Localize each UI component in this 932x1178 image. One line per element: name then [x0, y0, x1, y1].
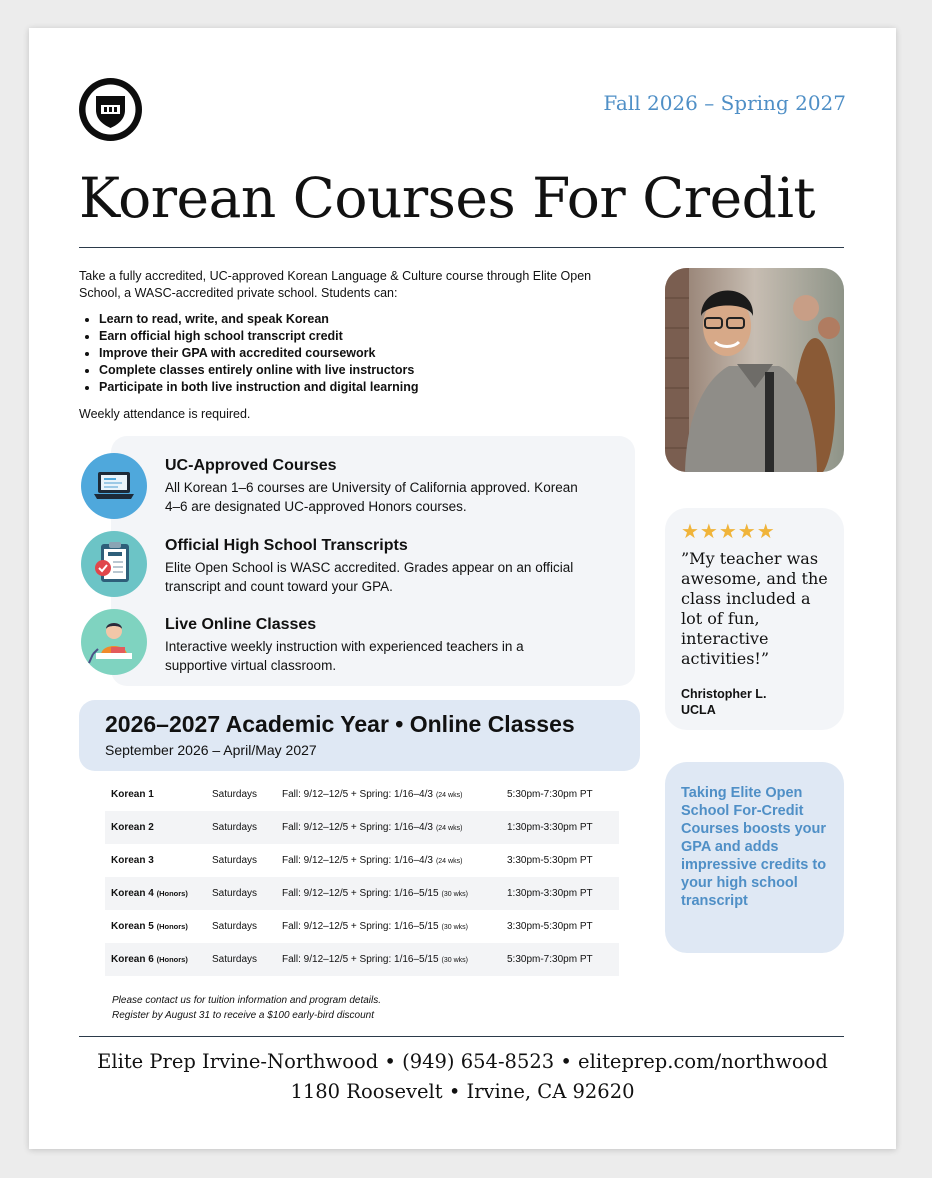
feature-title: Live Online Classes: [165, 616, 317, 633]
dates-cell: Fall: 9/12–12/5 + Spring: 1/16–4/3 (24 wks): [282, 789, 463, 800]
divider: [79, 247, 844, 248]
feature-text: Elite Open School is WASC accredited. Grades appear on an official transcript and count toward your GPA.: [165, 560, 574, 594]
schedule-subtitle: September 2026 – April/May 2027: [105, 742, 317, 758]
dates-cell: Fall: 9/12–12/5 + Spring: 1/16–5/15 (30 wks): [282, 921, 468, 932]
day-cell: Saturdays: [212, 943, 282, 976]
footer-contact: Elite Prep Irvine-Northwood • (949) 654-8523 • eliteprep.com/northwood: [97, 1050, 828, 1073]
feature-text: Interactive weekly instruction with experienced teachers in a supportive virtual classroom.: [165, 639, 524, 673]
testimonial-quote: ”My teacher was awesome, and the class included a lot of fun, interactive activities!”: [681, 549, 828, 668]
benefits-list: [79, 311, 659, 396]
list-item: • Earn official high school transcript credit: [99, 328, 659, 345]
feature-title: Official High School Transcripts: [165, 537, 408, 554]
dates-cell: Fall: 9/12–12/5 + Spring: 1/16–5/15 (30 wks): [282, 877, 507, 910]
time-cell: 5:30pm-7:30pm PT: [507, 789, 593, 800]
day-cell: Saturdays: [212, 855, 258, 866]
table-row: [105, 877, 619, 910]
reviewer-name: Christopher L.: [681, 687, 767, 701]
flyer-page: [29, 28, 896, 1149]
course-cell: Korean 5 (Honors): [111, 921, 188, 932]
time-cell: 1:30pm-3:30pm PT: [507, 811, 619, 844]
course-cell: Korean 4 (Honors): [105, 877, 212, 910]
time-cell: 3:30pm-5:30pm PT: [507, 921, 593, 932]
reviewer-school: UCLA: [681, 703, 716, 717]
table-row: [105, 778, 619, 811]
list-item: • Complete classes entirely online with live instructors: [99, 362, 659, 379]
divider: [79, 1036, 844, 1037]
tuition-note: Please contact us for tuition information and program details.: [112, 995, 382, 1006]
list-item: • Participate in both live instruction and digital learning: [99, 379, 659, 396]
school-crest-icon: [79, 78, 142, 141]
online-student-icon: [81, 609, 147, 675]
time-cell: 3:30pm-5:30pm PT: [507, 855, 593, 866]
intro-text: Take a fully accredited, UC-approved Korean Language & Culture course through Elite Open School, a WASC-accredited private school. Students can:: [79, 269, 592, 300]
laptop-icon: [81, 453, 147, 519]
schedule-header: [79, 700, 640, 771]
schedule-title: 2026–2027 Academic Year • Online Classes: [105, 711, 575, 737]
star-rating-icon: ★★★★★: [681, 521, 776, 543]
page-title: Korean Courses For Credit: [79, 166, 816, 230]
table-row: [105, 811, 619, 844]
term-label: Fall 2026 – Spring 2027: [603, 91, 846, 115]
table-row: [105, 943, 619, 976]
promo-text: Taking Elite Open School For-Credit Courses boosts your GPA and adds impressive credits to your high school transcript: [681, 785, 827, 909]
dates-cell: Fall: 9/12–12/5 + Spring: 1/16–4/3 (24 wks): [282, 811, 507, 844]
day-cell: Saturdays: [212, 877, 282, 910]
early-bird-note: Register by August 31 to receive a $100 early-bird discount: [112, 1010, 374, 1021]
feature-title: UC-Approved Courses: [165, 457, 337, 474]
course-cell: Korean 6 (Honors): [105, 943, 212, 976]
day-cell: Saturdays: [212, 811, 282, 844]
list-item: • Improve their GPA with accredited coursework: [99, 345, 659, 362]
gpa-transcript-icon: [81, 531, 147, 597]
promo-card: [665, 762, 844, 953]
time-cell: 1:30pm-3:30pm PT: [507, 877, 619, 910]
dates-cell: Fall: 9/12–12/5 + Spring: 1/16–4/3 (24 wks): [282, 855, 463, 866]
table-row: [105, 910, 619, 943]
list-item: • Learn to read, write, and speak Korean: [99, 311, 659, 328]
day-cell: Saturdays: [212, 921, 258, 932]
schedule-table: [105, 778, 619, 976]
course-cell: Korean 3: [111, 855, 154, 866]
footer-address: 1180 Roosevelt • Irvine, CA 92620: [290, 1080, 635, 1103]
attendance-note: Weekly attendance is required.: [79, 407, 251, 421]
time-cell: 5:30pm-7:30pm PT: [507, 943, 619, 976]
testimonial-card: [665, 508, 844, 730]
table-row: [105, 844, 619, 877]
reviewer: [681, 686, 766, 718]
course-cell: Korean 2: [105, 811, 212, 844]
day-cell: Saturdays: [212, 789, 258, 800]
schedule-note: [112, 993, 381, 1023]
feature-text: All Korean 1–6 courses are University of California approved. Korean 4–6 are designated UC-approved Honors courses.: [165, 480, 578, 514]
dates-cell: Fall: 9/12–12/5 + Spring: 1/16–5/15 (30 wks): [282, 943, 507, 976]
course-cell: Korean 1: [111, 789, 154, 800]
student-photo: [665, 268, 844, 472]
